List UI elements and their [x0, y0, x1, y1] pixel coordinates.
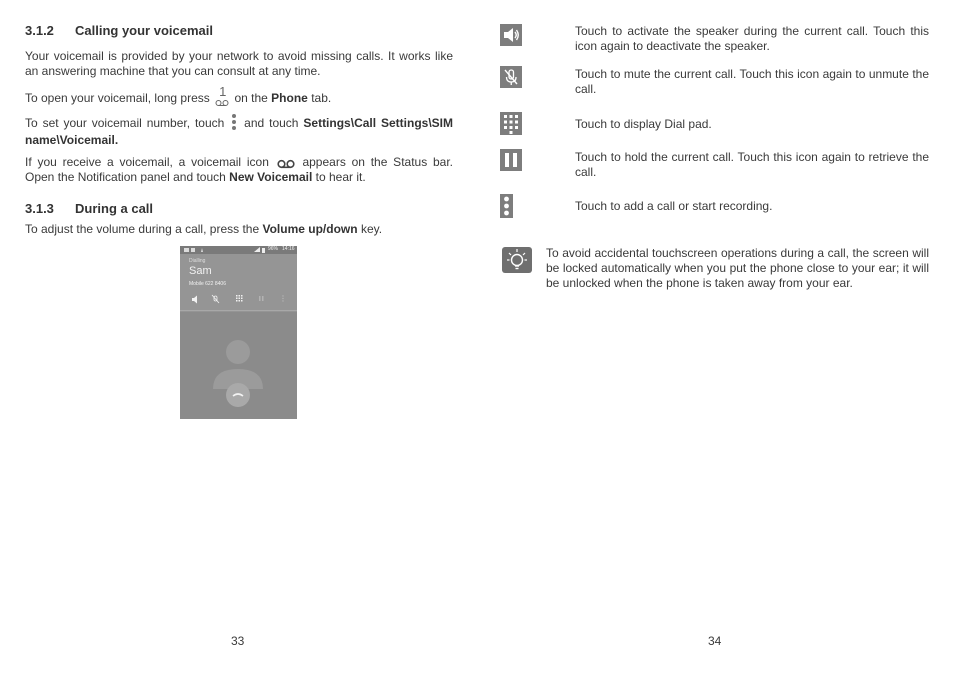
settings-path: Settings\Call Settings\SIM name\Voicemail.: [25, 116, 453, 147]
voicemail-intro-paragraph: Your voicemail is provided by your network to avoid missing calls. It works like an answering machine that you can consult at any time.: [25, 49, 453, 78]
section-title: During a call: [75, 201, 154, 216]
section-number: 3.1.2: [25, 23, 54, 38]
contact-avatar: [180, 311, 297, 419]
more-options-icon: [231, 113, 237, 131]
voicemail-key-icon: [215, 86, 229, 106]
dialpad-icon: [500, 112, 522, 135]
section-title: Calling your voicemail: [75, 23, 213, 38]
hold-description: Touch to hold the current call. Touch this icon again to retrieve the call.: [575, 150, 929, 179]
new-voicemail-label: New Voicemail: [229, 170, 313, 184]
voicemail-icon: [277, 158, 295, 168]
dialpad-icon: [236, 295, 243, 302]
contact-name: Sam: [189, 265, 212, 277]
right-page: [500, 0, 930, 678]
dialpad-description: Touch to display Dial pad.: [575, 117, 712, 131]
page-number: 34: [708, 634, 722, 648]
text-run: key.: [360, 222, 383, 236]
mute-description: Touch to mute the current call. Touch this icon again to unmute the call.: [575, 67, 929, 96]
voicemail-notification-paragraph: [25, 155, 453, 185]
speaker-icon: [500, 24, 522, 46]
section-number: 3.1.3: [25, 201, 54, 216]
speaker-icon: [192, 296, 197, 304]
mute-icon: [500, 66, 522, 88]
text-run: tab.: [311, 91, 332, 106]
contact-number: Mobile 622 8406: [189, 281, 226, 287]
open-voicemail-paragraph: [25, 84, 453, 109]
set-voicemail-number-paragraph: [25, 115, 453, 148]
call-state: Dialling: [189, 258, 206, 264]
page-number: 33: [231, 634, 245, 648]
speaker-description: Touch to activate the speaker during the current call. Touch this icon again to deactivate the speaker.: [575, 24, 929, 53]
more-description: Touch to add a call or start recording.: [575, 199, 773, 213]
more-icon: [282, 295, 283, 301]
in-call-screenshot: [180, 246, 297, 419]
volume-paragraph: [25, 222, 453, 237]
text-run: To open your voicemail, long press: [25, 91, 210, 106]
text-run: If you receive a voicemail, a voicemail icon: [25, 155, 269, 169]
mute-icon: [212, 295, 219, 303]
section-heading-during-call: [25, 201, 153, 216]
status-time: 14:16: [282, 246, 295, 252]
lightbulb-icon: [502, 247, 532, 273]
volume-key-label: Volume up/down: [262, 222, 358, 236]
end-call-button: [226, 383, 250, 407]
pause-icon: [259, 296, 264, 301]
status-bar: [180, 246, 297, 254]
text-run: on the: [234, 91, 268, 106]
phone-tab-label: Phone: [271, 91, 308, 106]
text-run: and touch: [244, 116, 299, 131]
pause-icon: [500, 149, 522, 171]
text-run: To adjust the volume during a call, press the: [25, 222, 260, 236]
section-heading-voicemail: [25, 23, 213, 38]
battery-level: 96%: [268, 246, 279, 252]
text-run: To set your voicemail number, touch: [25, 116, 225, 131]
tip-text: To avoid accidental touchscreen operations during a call, the screen will be locked automatically when you put the phone close to your ear; it will be unlocked when the phone is taken away from your ear.: [546, 246, 929, 290]
more-icon: [500, 194, 513, 218]
call-controls-row: [180, 293, 297, 307]
text-run: appears on the Status bar. Open the Notification panel and touch: [25, 155, 453, 184]
key-digit: 1: [219, 84, 227, 99]
text-run: to hear it.: [315, 170, 366, 184]
call-header: [180, 254, 297, 312]
